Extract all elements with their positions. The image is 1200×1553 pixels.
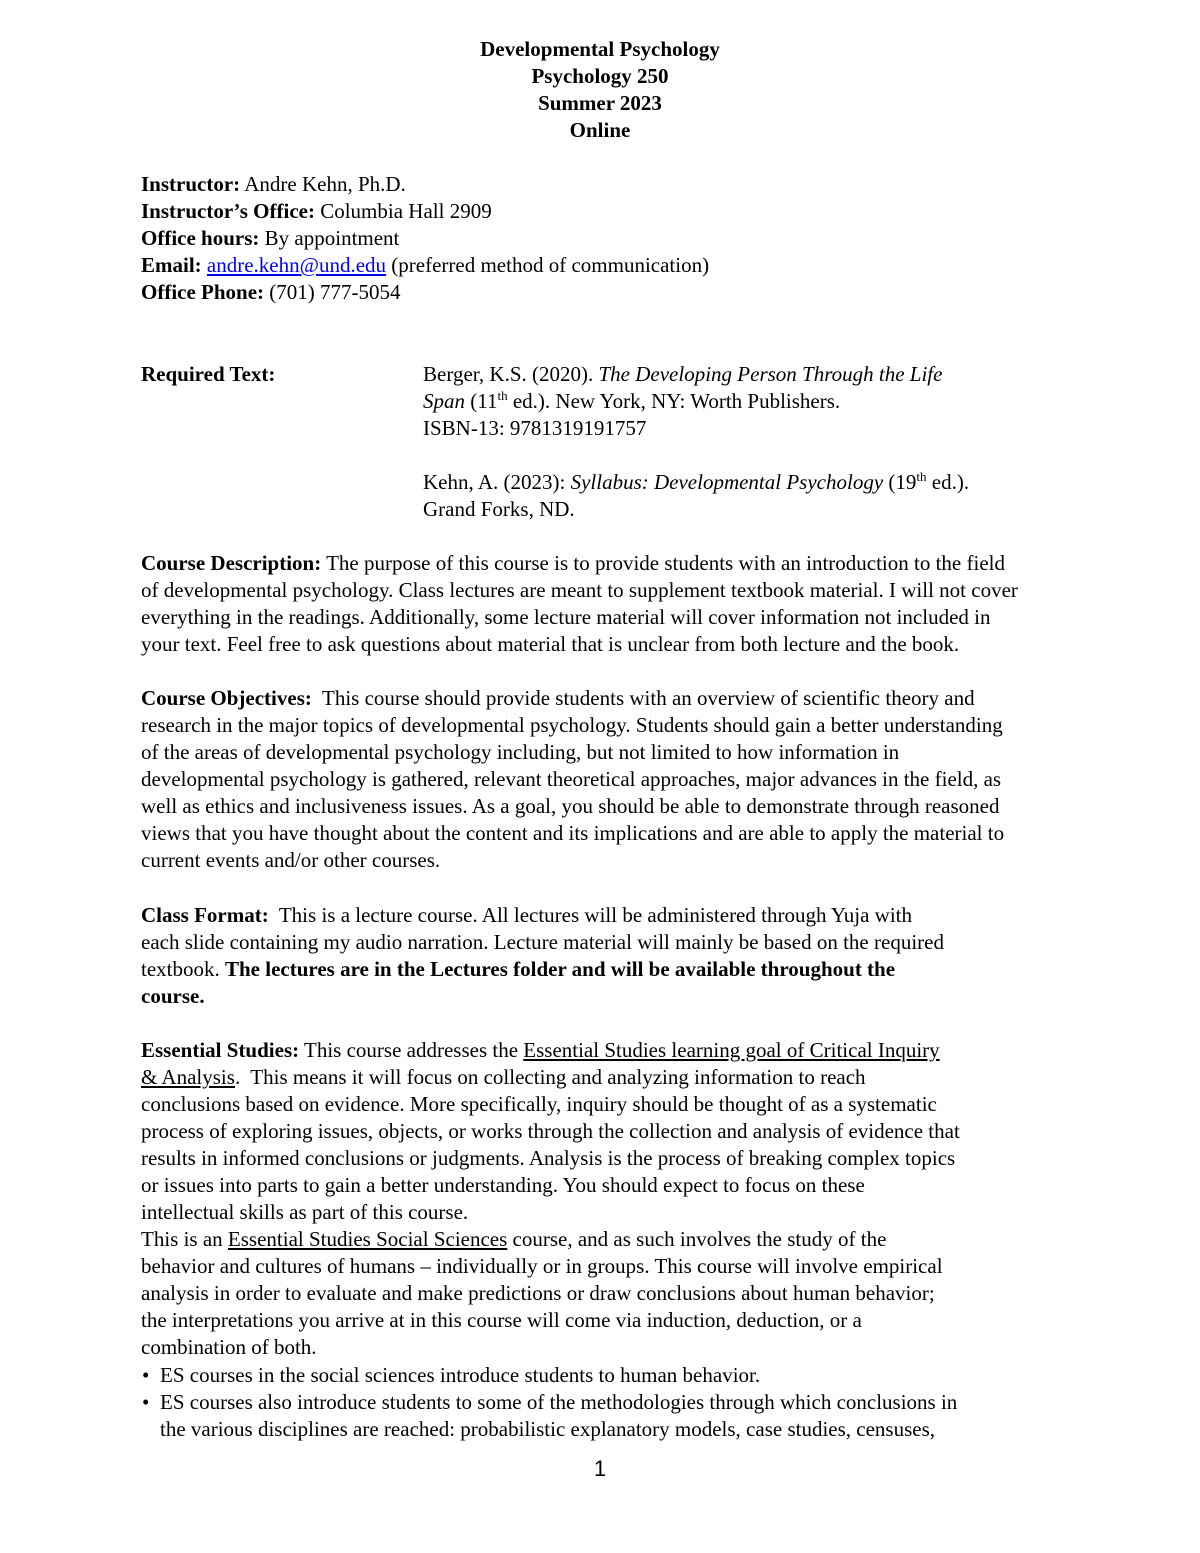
required-text-label: Required Text:: [141, 362, 276, 386]
textbook-line-2: [423, 388, 1123, 415]
required-text-list: [423, 361, 1123, 523]
essential-studies: [141, 1037, 1131, 1361]
course-objectives: [141, 685, 1131, 874]
bullet-text-1: ES courses in the social sciences introduce students to human behavior.: [160, 1363, 761, 1387]
course-header: [0, 36, 1200, 144]
es-ss-pre: This is an: [141, 1227, 228, 1251]
course-term: Summer 2023: [538, 91, 662, 115]
es-analysis-link[interactable]: & Analysis: [141, 1065, 235, 1089]
textbook-edition-pre: (11: [465, 389, 498, 413]
es-text-2: . This means it will focus on collecting and analyzing information to reach: [234, 1065, 866, 1089]
textbook-title-part-2: Span: [423, 389, 465, 413]
format-text-1: This is a lecture course. All lectures will be administered through Yuja with: [268, 903, 913, 927]
textbook-citation: [423, 361, 1123, 442]
instructor-label: Instructor:: [141, 172, 241, 196]
format-text-2: each slide containing my audio narration. Lecture material will mainly be based on the required: [141, 930, 944, 954]
format-bold-notice-end: course.: [141, 984, 205, 1008]
syllabus-edition-post: ed.).: [926, 470, 970, 494]
office-hours-row: [141, 225, 1131, 252]
description-text-2: of developmental psychology. Class lectures are meant to supplement textbook material. I will not cover: [141, 578, 1018, 602]
bullet-text-2b: the various disciplines are reached: probabilistic explanatory models, case studies, censuses,: [160, 1417, 936, 1441]
email-row: [141, 252, 1131, 279]
es-text-6: or issues into parts to gain a better understanding. You should expect to focus on these: [141, 1173, 865, 1197]
office-location: Columbia Hall 2909: [314, 199, 492, 223]
course-title: Developmental Psychology: [480, 37, 720, 61]
objectives-text-4: developmental psychology is gathered, relevant theoretical approaches, major advances in the field, as: [141, 767, 1002, 791]
syllabus-title: Syllabus: Developmental Psychology: [570, 470, 884, 494]
description-text-3: everything in the readings. Additionally, some lecture material will cover information not included in: [141, 605, 991, 629]
textbook-line-1: [423, 361, 1123, 388]
office-hours-value: By appointment: [259, 226, 400, 250]
format-text-3: textbook.: [141, 957, 225, 981]
instructor-info: [141, 171, 1131, 306]
list-item: [141, 1389, 1131, 1443]
essential-studies-label: Essential Studies:: [141, 1038, 300, 1062]
phone-row: [141, 279, 1131, 306]
description-line-1: [141, 550, 1131, 577]
es-text-1: This course addresses the: [299, 1038, 524, 1062]
course-number: Psychology 250: [531, 64, 669, 88]
syllabus-citation: [423, 469, 1123, 523]
instructor-name: Andre Kehn, Ph.D.: [240, 172, 406, 196]
bullet-marker: •: [142, 1390, 150, 1414]
objectives-text-2: research in the major topics of developmental psychology. Students should gain a better understanding: [141, 713, 1003, 737]
office-label: Instructor’s Office:: [141, 199, 315, 223]
textbook-title-part-1: The Developing Person Through the Life: [598, 362, 943, 386]
es-bullet-list: [141, 1362, 1131, 1443]
es-text-12: combination of both.: [141, 1335, 317, 1359]
email-link[interactable]: andre.kehn@und.edu: [206, 253, 387, 277]
bullet-marker: •: [142, 1363, 150, 1387]
instructor-row: [141, 171, 1131, 198]
format-line-3: [141, 956, 1131, 983]
objectives-text-1: This course should provide students with an overview of scientific theory and: [311, 686, 975, 710]
es-text-10: analysis in order to evaluate and make predictions or draw conclusions about human behavior;: [141, 1281, 935, 1305]
syllabus-edition-pre: (19: [883, 470, 917, 494]
objectives-text-5: well as ethics and inclusiveness issues. As a goal, you should be able to demonstrate through reasoned: [141, 794, 1000, 818]
objectives-text-6: views that you have thought about the content and its implications and are able to apply the material to: [141, 821, 1005, 845]
syllabus-line-1: [423, 469, 1123, 496]
objectives-line-1: [141, 685, 1131, 712]
textbook-edition-sup: th: [497, 388, 508, 403]
es-critical-inquiry-link[interactable]: Essential Studies learning goal of Critical Inquiry: [523, 1038, 940, 1062]
office-row: [141, 198, 1131, 225]
es-line-8: [141, 1226, 1131, 1253]
course-description: [141, 550, 1131, 658]
description-text-1: The purpose of this course is to provide students with an introduction to the field: [321, 551, 1005, 575]
class-format-label: Class Format:: [141, 903, 269, 927]
list-item: [141, 1362, 1131, 1389]
es-line-2: [141, 1064, 1131, 1091]
course-description-label: Course Description:: [141, 551, 322, 575]
objectives-text-3: of the areas of developmental psychology including, but not limited to how information in: [141, 740, 900, 764]
format-line-4: [141, 983, 1131, 1010]
course-mode: Online: [569, 118, 631, 142]
objectives-text-7: current events and/or other courses.: [141, 848, 441, 872]
format-line-1: [141, 902, 1131, 929]
es-text-11: the interpretations you arrive at in this course will come via induction, deduction, or a: [141, 1308, 862, 1332]
office-hours-label: Office hours:: [141, 226, 260, 250]
phone-value: (701) 777-5054: [264, 280, 401, 304]
phone-label: Office Phone:: [141, 280, 265, 304]
textbook-isbn: ISBN-13: 9781319191757: [423, 416, 647, 440]
es-text-7: intellectual skills as part of this course.: [141, 1200, 469, 1224]
es-text-4: process of exploring issues, objects, or works through the collection and analysis of evidence that: [141, 1119, 960, 1143]
email-label: Email:: [141, 253, 202, 277]
course-objectives-label: Course Objectives:: [141, 686, 312, 710]
page-number: 1: [593, 1456, 607, 1481]
format-bold-notice: The lectures are in the Lectures folder and will be available throughout the: [225, 957, 896, 981]
syllabus-edition-sup: th: [916, 469, 927, 484]
syllabus-location: Grand Forks, ND.: [423, 497, 575, 521]
class-format: [141, 902, 1131, 1010]
es-line-1: [141, 1037, 1131, 1064]
email-note: (preferred method of communication): [386, 253, 710, 277]
textbook-publisher: ed.). New York, NY: Worth Publishers.: [507, 389, 841, 413]
es-text-9: behavior and cultures of humans – individually or in groups. This course will involve empirical: [141, 1254, 943, 1278]
bullet-text-2a: ES courses also introduce students to some of the methodologies through which conclusions in: [160, 1390, 958, 1414]
es-social-sciences-link[interactable]: Essential Studies Social Sciences: [227, 1227, 508, 1251]
es-text-5: results in informed conclusions or judgments. Analysis is the process of breaking complex topics: [141, 1146, 956, 1170]
textbook-author: Berger, K.S. (2020).: [423, 362, 599, 386]
es-ss-post: course, and as such involves the study of the: [507, 1227, 887, 1251]
es-text-3: conclusions based on evidence. More specifically, inquiry should be thought of as a systematic: [141, 1092, 937, 1116]
description-text-4: your text. Feel free to ask questions about material that is unclear from both lecture and the book.: [141, 632, 960, 656]
syllabus-author: Kehn, A. (2023):: [423, 470, 571, 494]
